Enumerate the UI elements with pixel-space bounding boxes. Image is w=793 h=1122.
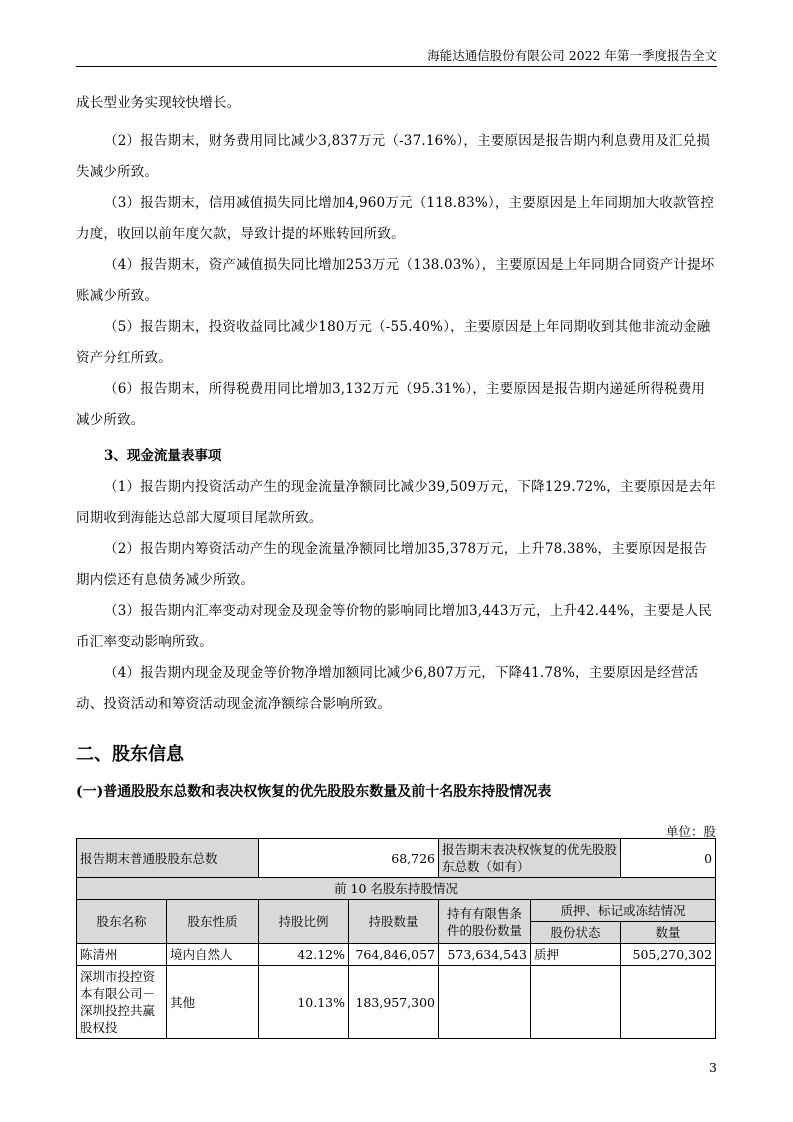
preferred-label: 报告期末表决权恢复的优先股股东总数（如有） — [439, 839, 621, 878]
table-row — [77, 944, 716, 966]
header-quantity: 持股数量 — [349, 900, 439, 944]
paragraph-credit-impairment: （3）报告期末，信用减值损失同比增加4,960万元（118.83%），主要原因是上年同期加大收款管控力度，收回以前年度欠款，导致计提的坏账转回所致。 — [76, 195, 715, 242]
header-nature: 股东性质 — [167, 900, 259, 944]
paragraph-financial-expense: （2）报告期末，财务费用同比减少3,837万元（-37.16%），主要原因是报告期内利息费用及汇兑损失减少所致。 — [76, 133, 711, 180]
header-pledge-quantity: 数量 — [621, 922, 716, 944]
summary-row — [77, 839, 716, 878]
table-title: (一)普通股股东总数和表决权恢复的优先股股东数量及前十名股东持股情况表 — [76, 784, 552, 800]
summary-value: 68,726 — [259, 839, 439, 878]
cell-pledged — [621, 966, 716, 1039]
header-title: 海能达通信股份有限公司 2022 年第一季度报告全文 — [427, 48, 717, 63]
preferred-value: 0 — [621, 839, 716, 878]
cell-ratio: 10.13% — [259, 966, 349, 1039]
header-pledge-group: 质押、标记或冻结情况 — [531, 900, 716, 922]
paragraph-investing-cash: （1）报告期内投资活动产生的现金流量净额同比减少39,509万元，下降129.72%，主要原因是去年同期收到海能达总部大厦项目尾款所致。 — [76, 479, 716, 526]
cell-name: 深圳市投控资本有限公司－深圳投控共赢股权投 — [77, 966, 167, 1039]
header-pledge-status: 股份状态 — [531, 922, 621, 944]
cell-nature: 其他 — [167, 966, 259, 1039]
section-title: 二、股东信息 — [76, 744, 184, 765]
cell-name: 陈清州 — [77, 944, 167, 966]
header-restricted: 持有有限售条件的股份数量 — [439, 900, 531, 944]
shareholder-table — [76, 838, 716, 1039]
unit-label: 单位：股 — [665, 824, 716, 839]
paragraph-exchange-rate: （3）报告期内汇率变动对现金及现金等价物的影响同比增加3,443万元，上升42.44%，主要是人民币汇率变动影响所致。 — [76, 603, 713, 650]
cell-restricted: 573,634,543 — [439, 944, 531, 966]
cell-status — [531, 966, 621, 1039]
header-divider — [76, 66, 717, 67]
paragraph-growth: 成长型业务实现较快增长。 — [76, 95, 241, 111]
page-number: 3 — [709, 1060, 717, 1075]
header-name: 股东名称 — [77, 900, 167, 944]
cell-status: 质押 — [531, 944, 621, 966]
paragraph-asset-impairment: （4）报告期末，资产减值损失同比增加253万元（138.03%），主要原因是上年同期合同资产计提坏账减少所致。 — [76, 257, 715, 304]
cell-pledged: 505,270,302 — [621, 944, 716, 966]
paragraph-net-cash: （4）报告期内现金及现金等价物净增加额同比减少6,807万元，下降41.78%，主要原因是经营活动、投资活动和筹资活动现金流净额综合影响所致。 — [76, 665, 699, 712]
paragraph-investment-income: （5）报告期末，投资收益同比减少180万元（-55.40%），主要原因是上年同期收到其他非流动金融资产分红所致。 — [76, 319, 711, 366]
cell-quantity: 764,846,057 — [349, 944, 439, 966]
summary-label: 报告期末普通股股东总数 — [77, 839, 259, 878]
header-row-1 — [77, 900, 716, 922]
cell-quantity: 183,957,300 — [349, 966, 439, 1039]
table-row — [77, 966, 716, 1039]
header-ratio: 持股比例 — [259, 900, 349, 944]
top10-title: 前 10 名股东持股情况 — [77, 878, 716, 900]
paragraph-financing-cash: （2）报告期内筹资活动产生的现金流量净额同比增加35,378万元，上升78.38%，主要原因是报告期内偿还有息债务减少所致。 — [76, 541, 708, 588]
cell-restricted — [439, 966, 531, 1039]
paragraph-income-tax: （6）报告期末，所得税费用同比增加3,132万元（95.31%），主要原因是报告期内递延所得税费用减少所致。 — [76, 381, 706, 428]
top10-title-row — [77, 878, 716, 900]
cell-ratio: 42.12% — [259, 944, 349, 966]
cell-nature: 境内自然人 — [167, 944, 259, 966]
cash-flow-heading: 3、现金流量表事项 — [104, 448, 222, 464]
